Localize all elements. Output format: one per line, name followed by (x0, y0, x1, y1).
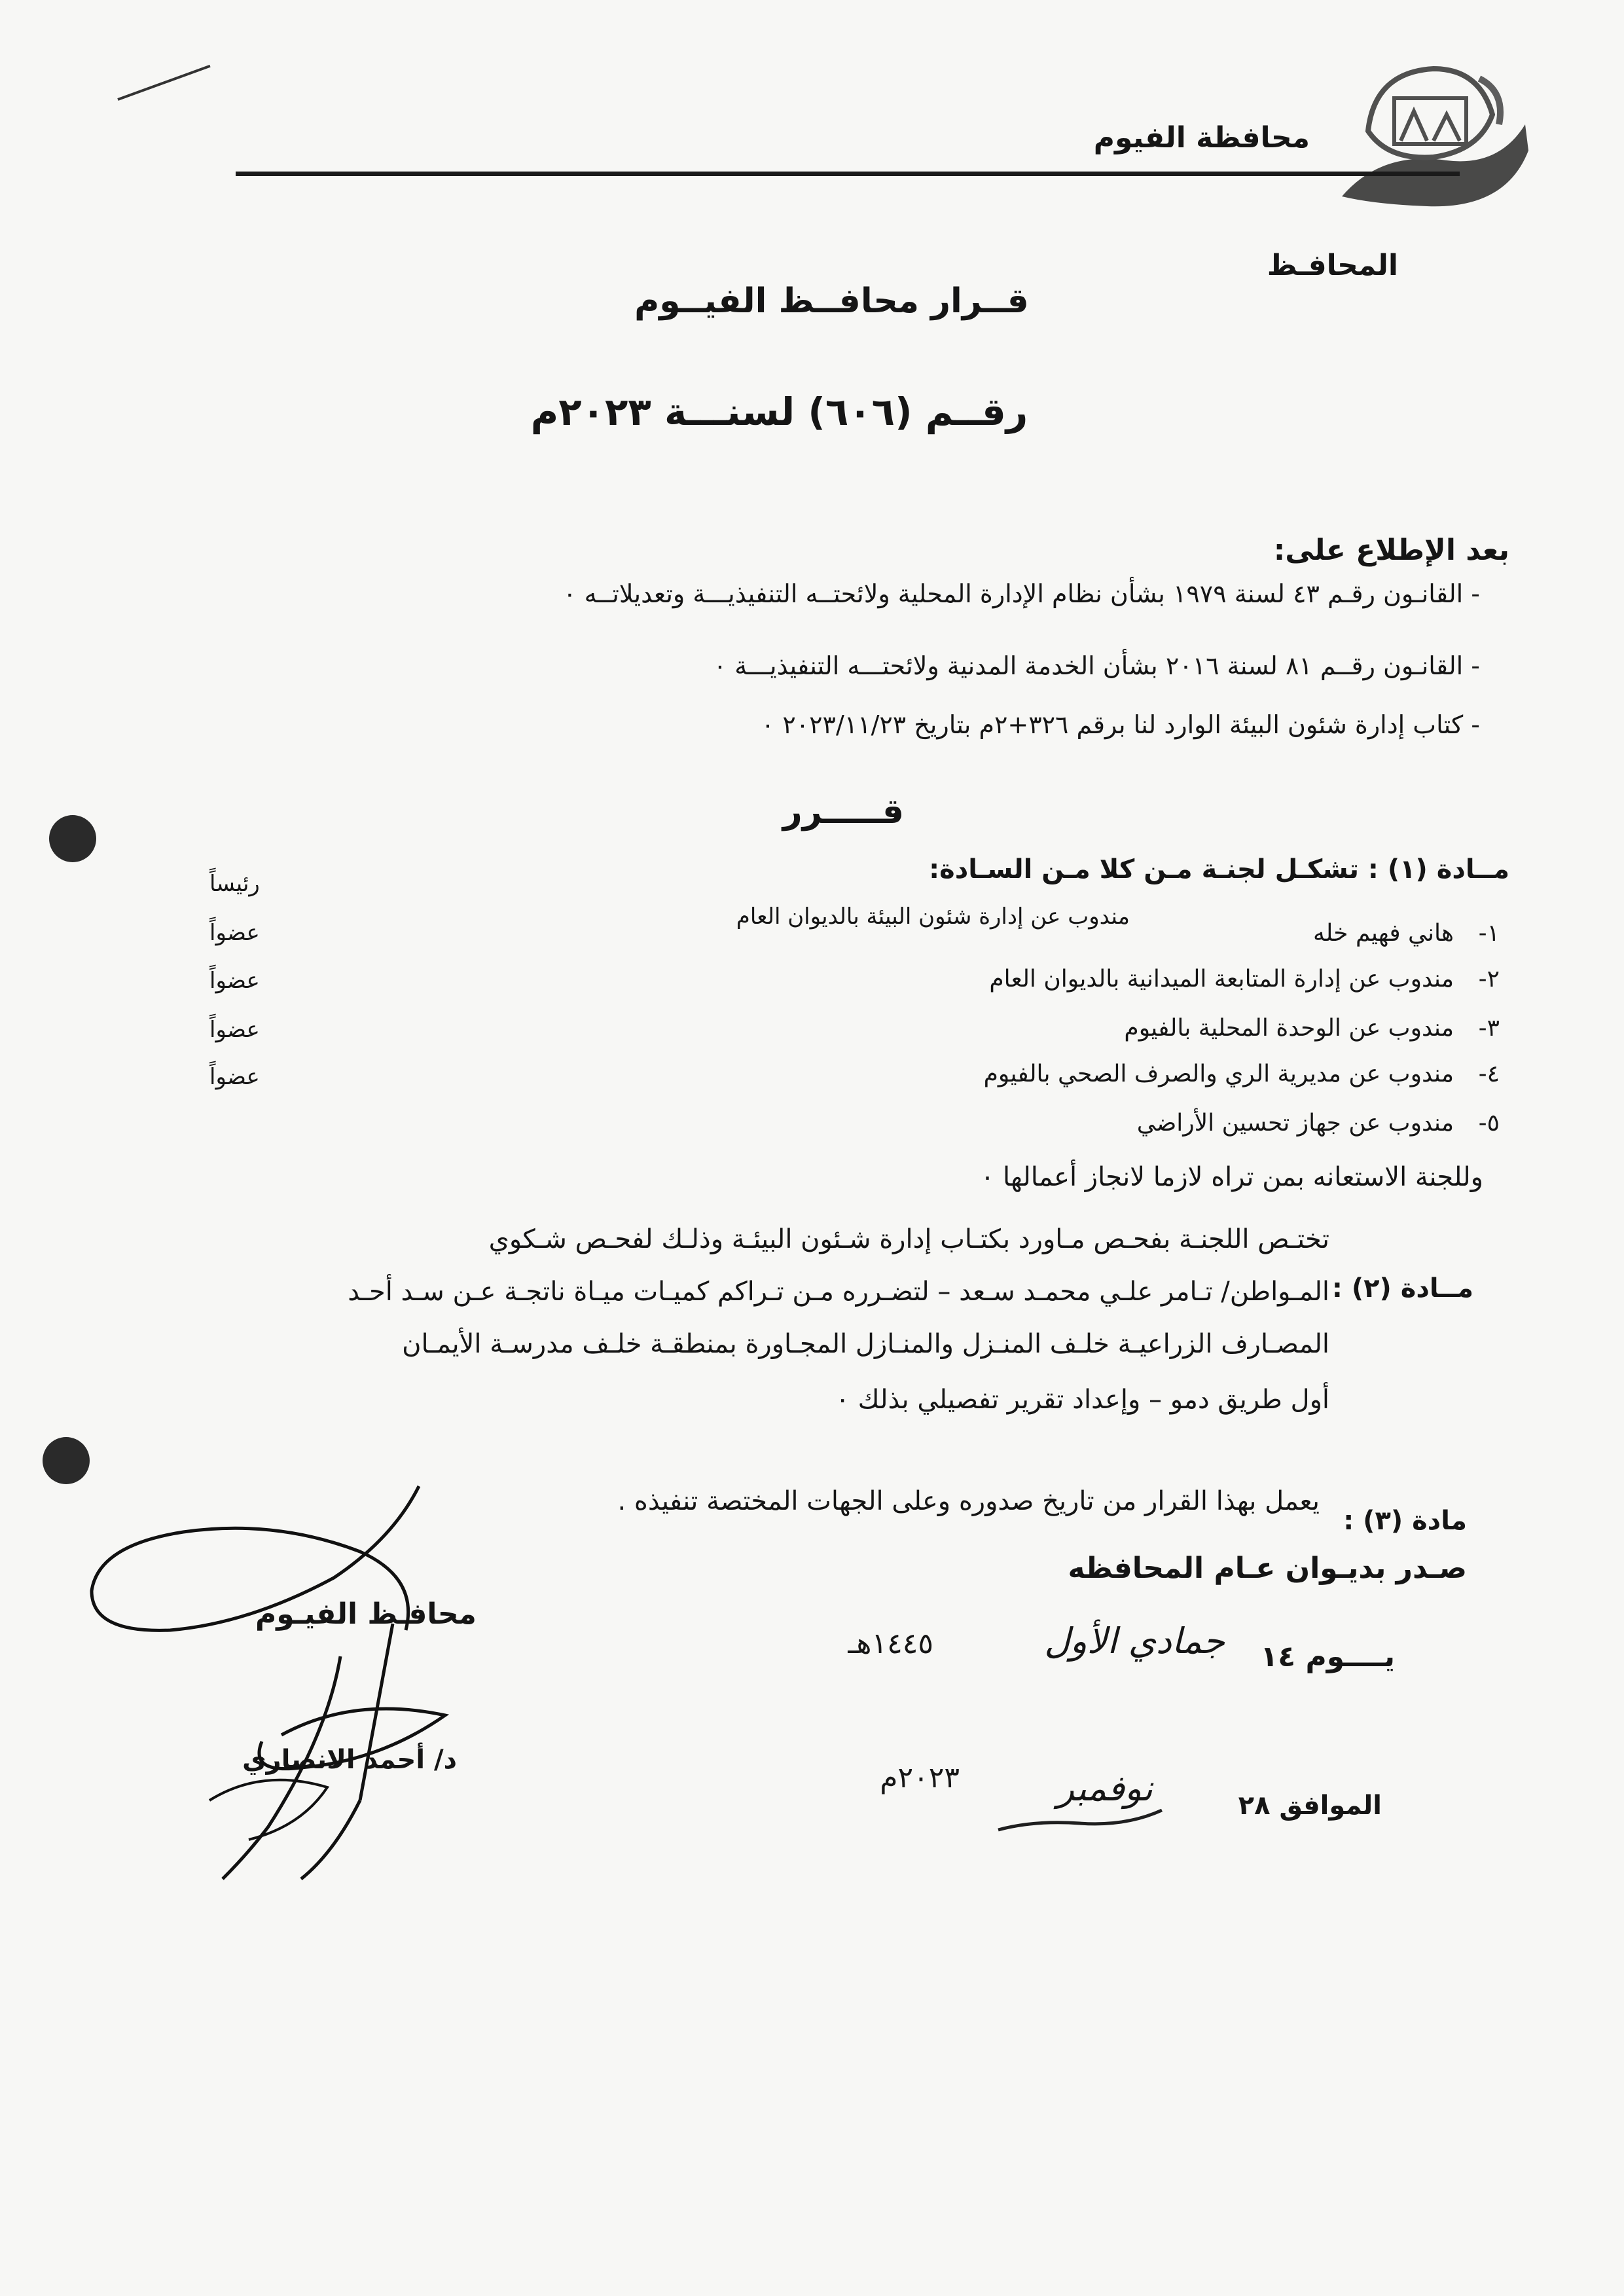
article-2-line-1: تختـص اللجنـة بفحـص مـاورد بكتـاب إدارة شـئون البيئـة وذلـك لفحـص شـكوي (488, 1224, 1329, 1254)
member-1-name: هاني فهيم خله (1313, 920, 1454, 947)
member-5-role: مندوب عن جهاز تحسين الأراضي (1136, 1110, 1454, 1137)
issued-statement: صـدر بديـوان عـام المحافظه (1068, 1552, 1467, 1585)
article-3-heading: مادة (٣) : (1343, 1506, 1467, 1536)
preamble-heading: بعد الإطلاع على: (1273, 534, 1509, 567)
handwriting-underline (995, 1800, 1165, 1840)
member-2-num: ٢- (1478, 966, 1500, 993)
decision-number: رقــم (٦٠٦) لسنـــة ٢٠٢٣م (530, 390, 1028, 434)
handwritten-signature (52, 1460, 524, 1905)
header-rule (236, 172, 1460, 176)
member-2-title: عضواً (209, 920, 260, 946)
member-4-role: مندوب عن مديرية الري والصرف الصحي بالفيوم (983, 1061, 1454, 1087)
preamble-item-2: - القانـون رقــم ٨١ لسنة ٢٠١٦ بشأن الخدمة المدنية ولائحتـــه التنفيذيـــة ٠ (713, 651, 1480, 680)
article-2-heading: مــادة (٢) : (1331, 1273, 1473, 1303)
office-label: المحافـظ (1267, 249, 1398, 282)
article-2-line-2: المـواطن/ تـامر علـي محمـد سـعد – لتضـرره مـن تـراكم كميـات ميـاة ناتجـة عـن سـد أحـد (348, 1277, 1329, 1307)
article-2-line-3: المصـارف الزراعيـة خلـف المنـزل والمنـازل المجـاورة بمنطقـة خلـف مدرسـة الأيمـان (402, 1329, 1329, 1359)
member-3-num: ٣- (1478, 1015, 1500, 1042)
article-2-line-4: أول طريق دمو – وإعداد تقرير تفصيلي بذلك ٠ (835, 1385, 1329, 1415)
article-3-text: يعمل بهذا القرار من تاريخ صدوره وعلى الجهات المختصة تنفيذه . (617, 1486, 1320, 1516)
hijri-month-handwritten: جمادي الأول (1044, 1620, 1225, 1662)
article-1-closing: وللجنة الاستعانه بمن تراه لازما لانجاز أعمالها ٠ (980, 1162, 1483, 1192)
article-1-heading: مــادة (١) : تشكـل لجنـة مـن كلا مـن السـادة: (929, 854, 1509, 884)
member-5-num: ٥- (1478, 1110, 1500, 1137)
member-3-role: مندوب عن الوحدة المحلية بالفيوم (1124, 1015, 1454, 1042)
gregorian-month-handwritten: نوفمبر (1056, 1768, 1153, 1809)
member-1-role: مندوب عن إدارة شئون البيئة بالديوان العام (736, 903, 1130, 930)
member-3-title: عضواً (209, 968, 260, 994)
member-5-title: عضواً (209, 1064, 260, 1090)
hijri-day: يــــوم ١٤ (1260, 1640, 1395, 1673)
member-4-title: عضواً (209, 1017, 260, 1043)
member-4-num: ٤- (1478, 1061, 1500, 1087)
governorate-name: محافظة الفيوم (1093, 121, 1310, 155)
signature-title: محافـظ الفيـوم (255, 1597, 477, 1631)
governorate-emblem (1329, 52, 1538, 223)
hijri-year: ١٤٤٥هـ (848, 1627, 933, 1660)
punch-hole-top (49, 815, 96, 862)
member-1-title: رئيساً (209, 871, 260, 897)
member-1-num: ١- (1478, 920, 1500, 947)
preamble-item-1: - القانـون رقـم ٤٣ لسنة ١٩٧٩ بشأن نظام الإدارة المحلية ولائحتــه التنفيذيـــة وتعديلاتــه ٠ (563, 579, 1480, 608)
decision-title: قــرار محافــظ الفيــوم (634, 282, 1029, 321)
gregorian-year: ٢٠٢٣م (880, 1761, 960, 1795)
gregorian-day: الموافق ٢٨ (1238, 1791, 1382, 1821)
signature-name: د/ أحمد الانصاري (242, 1745, 458, 1775)
preamble-item-3: - كتاب إدارة شئون البيئة الوارد لنا برقم ٣٢٦+٢م بتاريخ ٢٠٢٣/١١/٢٣ ٠ (761, 710, 1480, 739)
decision-heading: قـــــرر (782, 792, 904, 831)
member-2-role: مندوب عن إدارة المتابعة الميدانية بالديوان العام (989, 966, 1454, 993)
pen-stroke-mark (117, 65, 210, 101)
